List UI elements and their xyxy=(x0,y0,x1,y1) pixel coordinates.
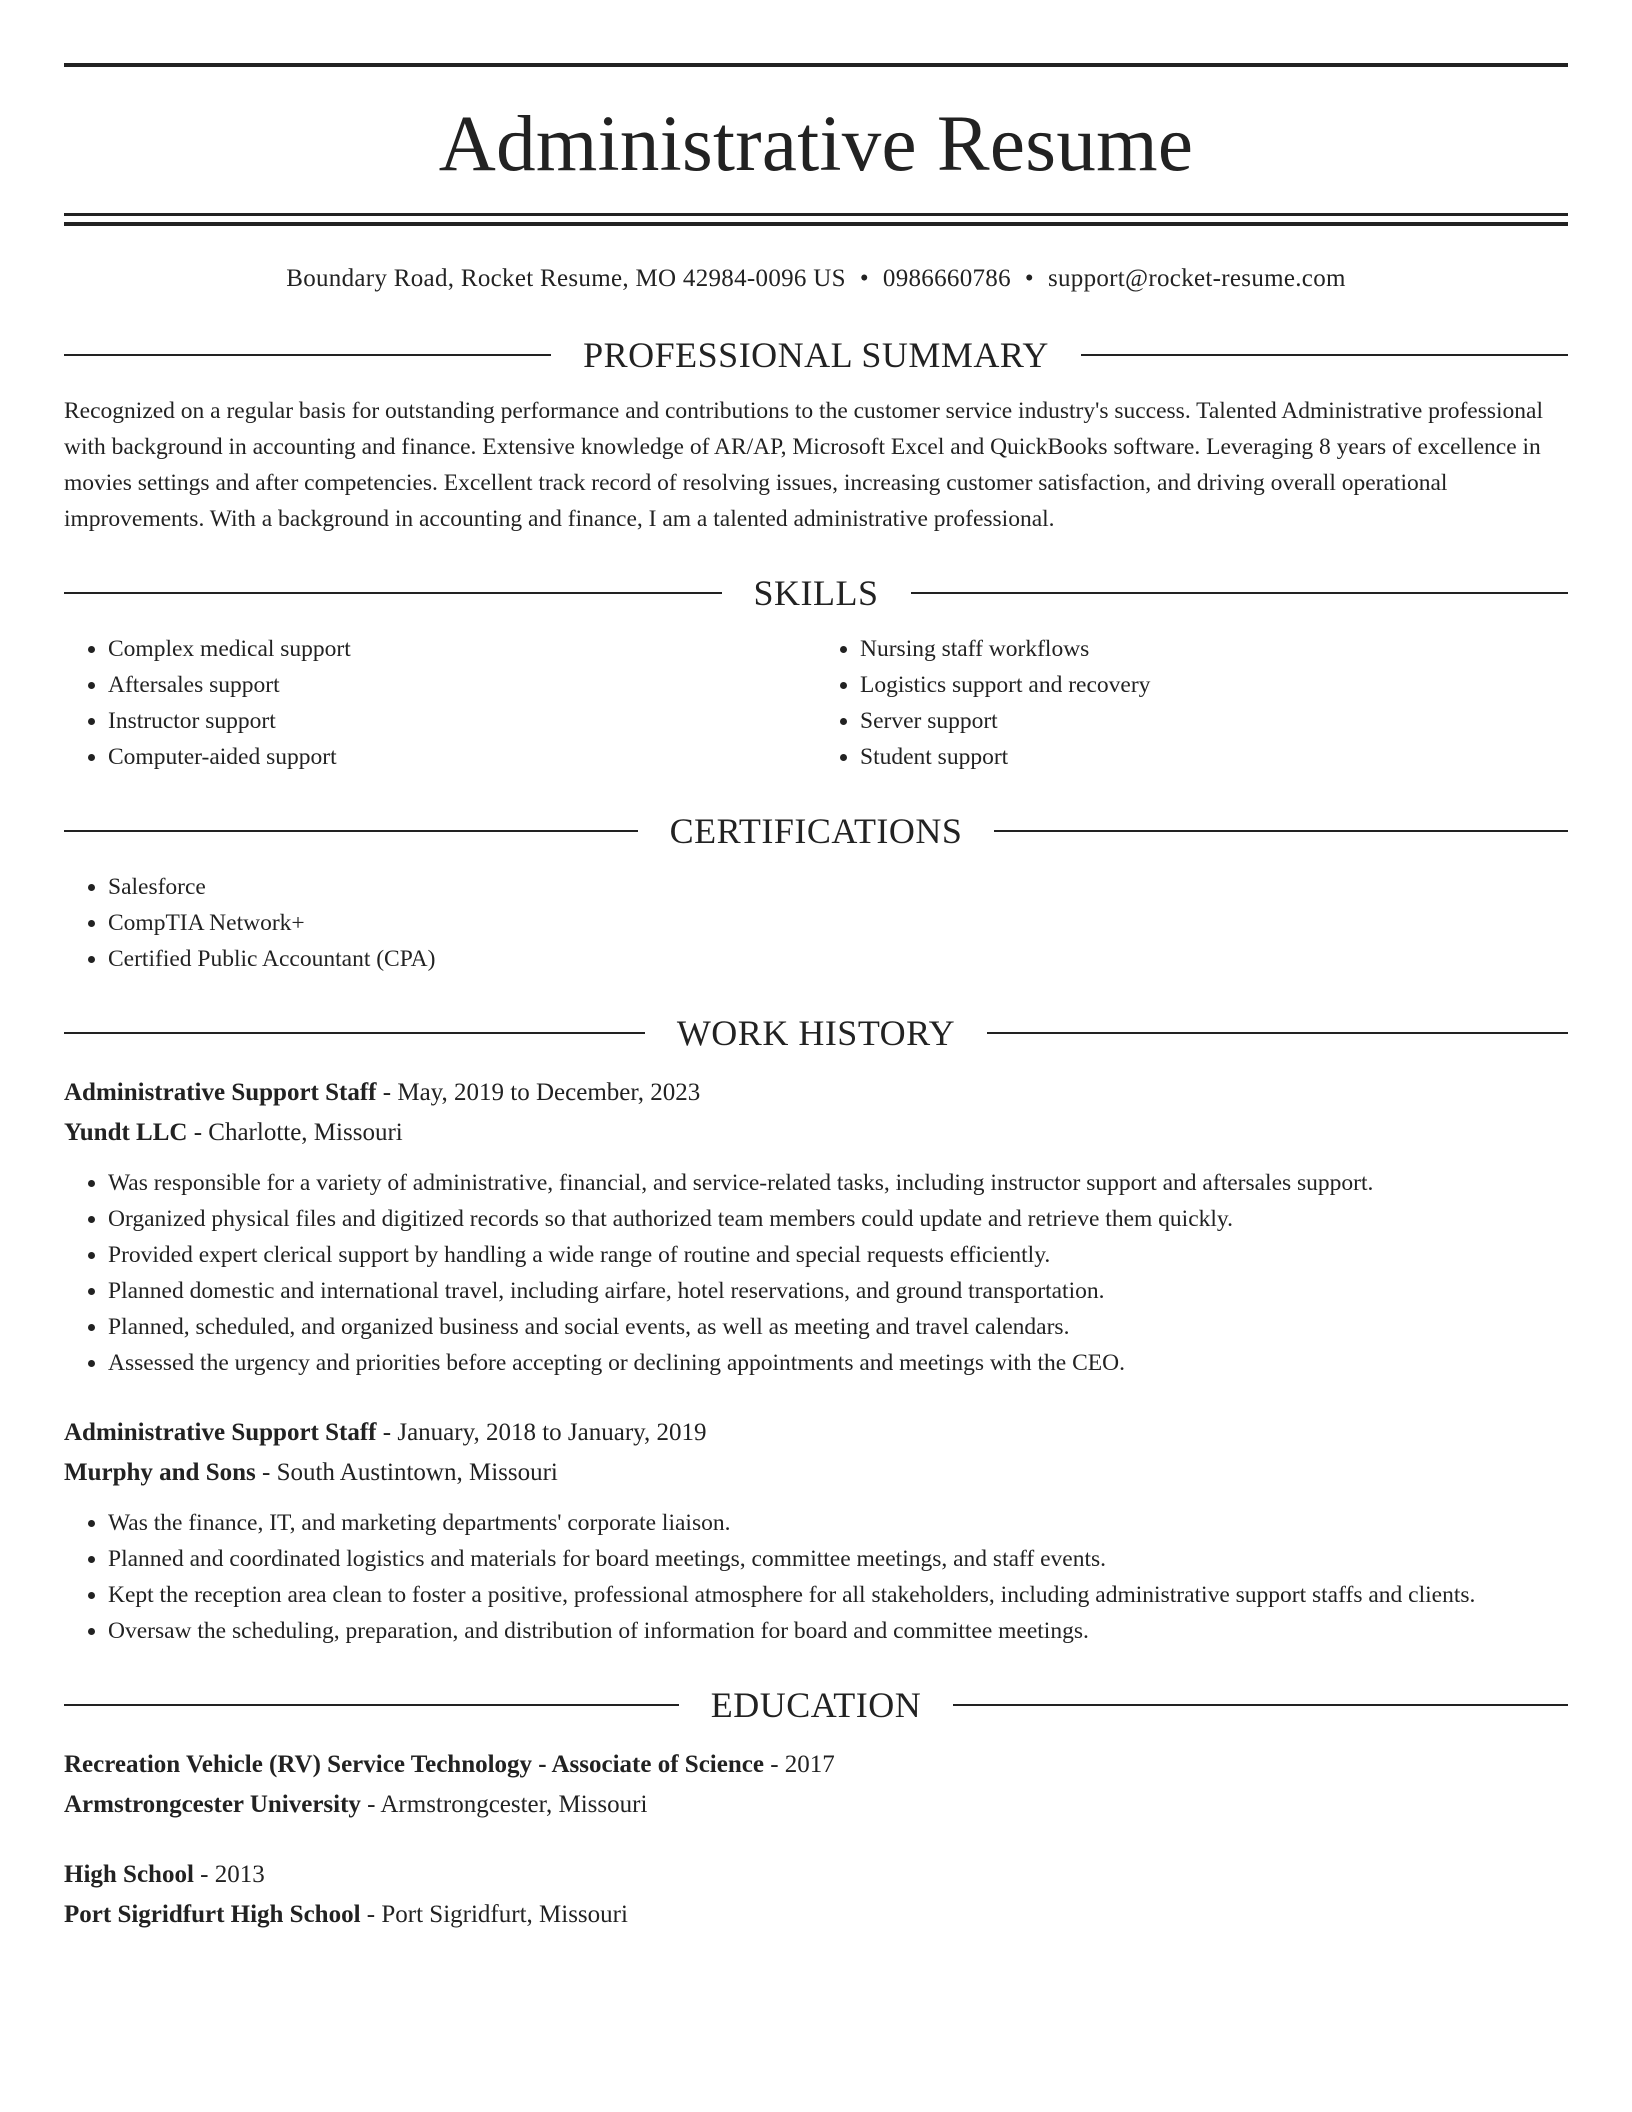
divider-line xyxy=(1081,354,1568,356)
section-header-summary xyxy=(64,329,1568,381)
skill-item: • Logistics support and recovery xyxy=(860,667,1568,703)
section-title: CERTIFICATIONS xyxy=(669,811,963,851)
job-bullet: • Planned, scheduled, and organized business and social events, as well as meeting and travel calendars. xyxy=(108,1309,1568,1345)
section-header-education xyxy=(64,1679,1568,1731)
education-location: - Armstrongcester, Missouri xyxy=(360,1791,648,1818)
top-rule xyxy=(64,63,1568,67)
title-double-rule xyxy=(64,213,1568,226)
section-title: EDUCATION xyxy=(710,1685,922,1725)
education-school-line xyxy=(64,1785,1568,1825)
job-role-line xyxy=(64,1073,1568,1113)
contact-separator: • xyxy=(1024,265,1034,292)
job-entry xyxy=(64,1413,1568,1649)
contact-email: support@rocket-resume.com xyxy=(1047,265,1346,292)
divider-line xyxy=(64,592,722,594)
education-location: - Port Sigridfurt, Missouri xyxy=(360,1901,628,1928)
contact-address: Boundary Road, Rocket Resume, MO 42984-0096 US xyxy=(286,265,846,292)
job-company-line xyxy=(64,1113,1568,1153)
skill-item: • Complex medical support xyxy=(108,631,816,667)
certifications-list xyxy=(64,869,1568,977)
section-title: WORK HISTORY xyxy=(676,1013,956,1053)
job-company-line xyxy=(64,1453,1568,1493)
job-role: Administrative Support Staff xyxy=(64,1419,377,1446)
skill-item: • Nursing staff workflows xyxy=(860,631,1568,667)
education-school: Armstrongcester University xyxy=(64,1791,361,1818)
divider-line xyxy=(64,1032,645,1034)
section-header-certifications xyxy=(64,805,1568,857)
job-bullet: • Was the finance, IT, and marketing departments' corporate liaison. xyxy=(108,1505,1568,1541)
skill-item: • Student support xyxy=(860,739,1568,775)
contact-line xyxy=(64,259,1568,299)
section-title: SKILLS xyxy=(753,573,879,613)
job-bullet: • Planned domestic and international travel, including airfare, hotel reservations, and ground transportation. xyxy=(108,1273,1568,1309)
skill-item: • Aftersales support xyxy=(108,667,816,703)
job-location: - Charlotte, Missouri xyxy=(187,1119,403,1146)
job-bullet: • Oversaw the scheduling, preparation, and distribution of information for board and committee meetings. xyxy=(108,1613,1568,1649)
job-dates: - May, 2019 to December, 2023 xyxy=(376,1079,701,1106)
job-company: Murphy and Sons xyxy=(64,1459,256,1486)
section-header-skills xyxy=(64,567,1568,619)
job-bullets xyxy=(64,1165,1568,1381)
section-header-work-history xyxy=(64,1007,1568,1059)
job-dates: - January, 2018 to January, 2019 xyxy=(376,1419,707,1446)
job-bullet: • Planned and coordinated logistics and materials for board meetings, committee meetings, and staff events. xyxy=(108,1541,1568,1577)
job-bullet: • Organized physical files and digitized records so that authorized team members could update and retrieve them quickly. xyxy=(108,1201,1568,1237)
skills-list xyxy=(64,631,1568,775)
education-degree: Recreation Vehicle (RV) Service Technology - Associate of Science xyxy=(64,1751,764,1778)
education-year: - 2017 xyxy=(763,1751,835,1778)
education-school: Port Sigridfurt High School xyxy=(64,1901,361,1928)
job-entry xyxy=(64,1073,1568,1381)
contact-separator: • xyxy=(859,265,869,292)
resume-title: Administrative Resume xyxy=(438,101,1194,188)
job-role-line xyxy=(64,1413,1568,1453)
divider-line xyxy=(994,830,1568,832)
education-degree: High School xyxy=(64,1861,194,1888)
divider-line xyxy=(953,1704,1568,1706)
summary-text: Recognized on a regular basis for outstanding performance and contributions to the customer service industry's success. Talented Administrative professional with background in accounting and finance. Extensive knowledge of AR/AP, Microsoft Excel and QuickBooks software. Leveraging 8 years of excellence in movies settings and after competencies. Excellent track record of resolving issues, increasing customer satisfaction, and driving overall operational improvements. With a background in accounting and finance, I am a talented administrative professional. xyxy=(64,398,1543,532)
job-bullet: • Assessed the urgency and priorities before accepting or declining appointments and meetings with the CEO. xyxy=(108,1345,1568,1381)
job-bullets xyxy=(64,1505,1568,1649)
skill-item: • Server support xyxy=(860,703,1568,739)
job-bullet: • Kept the reception area clean to foster a positive, professional atmosphere for all stakeholders, including administrative support staffs and clients. xyxy=(108,1577,1568,1613)
job-company: Yundt LLC xyxy=(64,1119,188,1146)
education-entry xyxy=(64,1745,1568,1825)
skill-item: • Computer-aided support xyxy=(108,739,816,775)
certification-item: • CompTIA Network+ xyxy=(108,905,1568,941)
job-location: - South Austintown, Missouri xyxy=(255,1459,558,1486)
certification-item: • Certified Public Accountant (CPA) xyxy=(108,941,1568,977)
skills-column-right xyxy=(816,631,1568,775)
divider-line xyxy=(64,354,551,356)
divider-line xyxy=(64,830,638,832)
education-entry xyxy=(64,1855,1568,1935)
divider-line xyxy=(911,592,1569,594)
education-degree-line xyxy=(64,1855,1568,1895)
education-school-line xyxy=(64,1895,1568,1935)
divider-line xyxy=(987,1032,1568,1034)
job-bullet: • Was responsible for a variety of administrative, financial, and service-related tasks, including instructor support and aftersales support. xyxy=(108,1165,1568,1201)
certification-item: • Salesforce xyxy=(108,869,1568,905)
section-title: PROFESSIONAL SUMMARY xyxy=(583,335,1049,375)
job-bullet: • Provided expert clerical support by handling a wide range of routine and special requests efficiently. xyxy=(108,1237,1568,1273)
job-role: Administrative Support Staff xyxy=(64,1079,377,1106)
contact-phone: 0986660786 xyxy=(882,265,1011,292)
skill-item: • Instructor support xyxy=(108,703,816,739)
skills-column-left xyxy=(64,631,816,775)
education-degree-line xyxy=(64,1745,1568,1785)
education-year: - 2013 xyxy=(193,1861,265,1888)
divider-line xyxy=(64,1704,679,1706)
